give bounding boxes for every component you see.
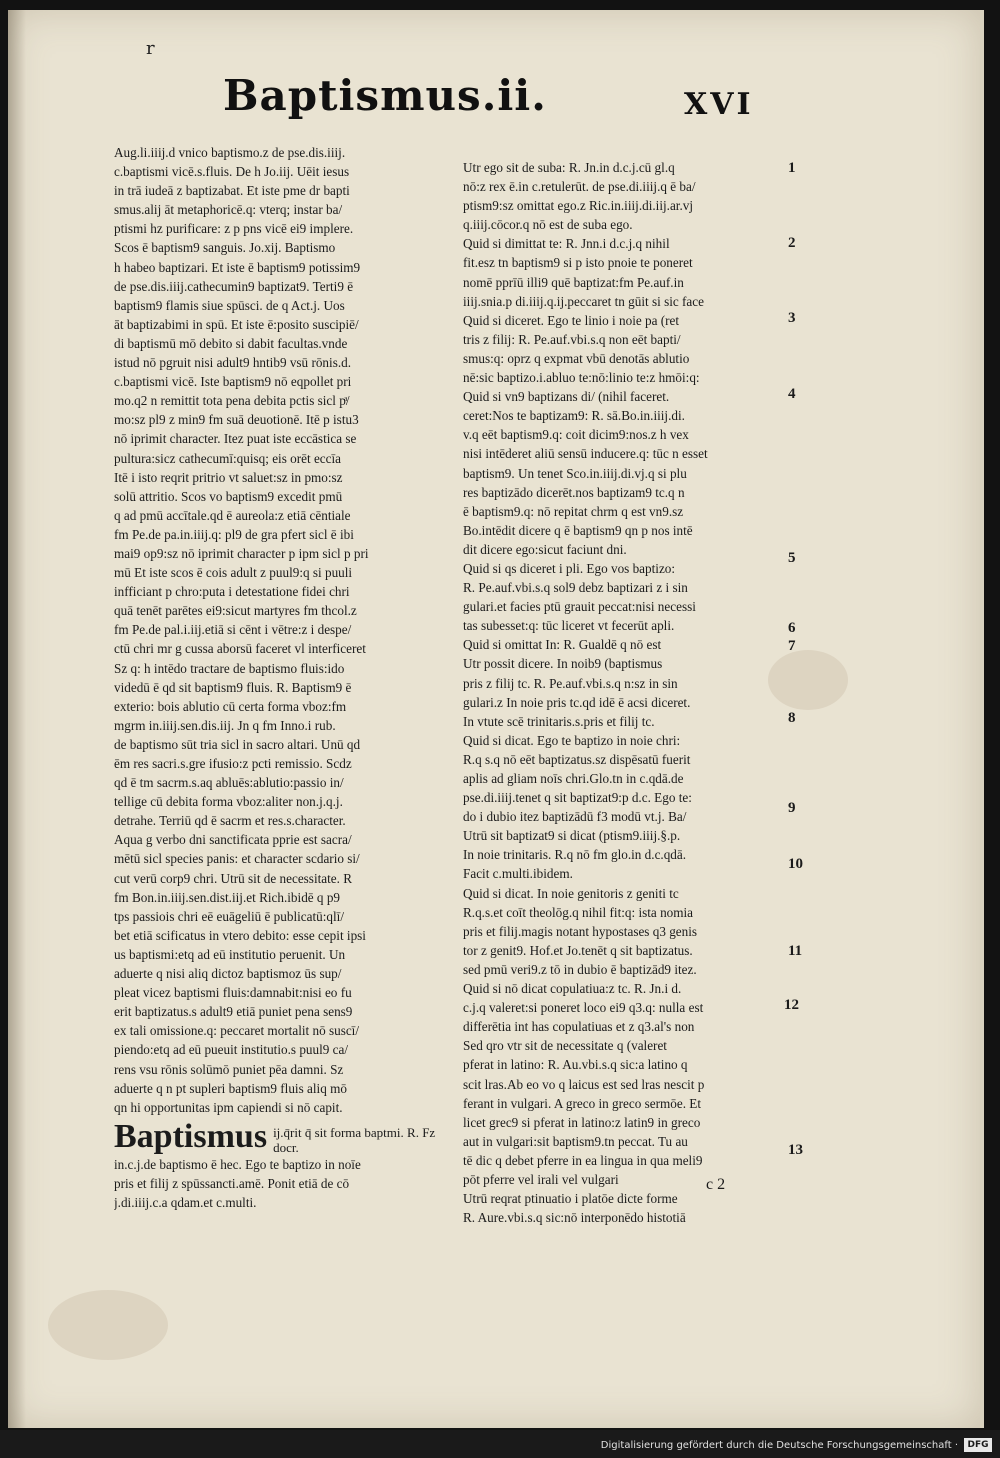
margin-number: 11 [788, 943, 803, 959]
text-line: tas subesset:q: tūc liceret vt fecerūt apli. [463, 618, 675, 634]
dfg-logo-icon: DFG [964, 1438, 992, 1452]
rubric-heading: Baptismus [114, 1117, 268, 1155]
text-line: R.q s.q nō eēt baptizatus.sz dispēsatū fuerit [463, 751, 691, 767]
text-line: aduerte q n pt supleri baptism9 fluis aliq mō [114, 1080, 347, 1096]
text-line: ptismi hz purificare: z p pns vicē ei9 implere. [114, 221, 354, 237]
text-line: erit baptizatus.s adult9 etiā puniet pena sens9 [114, 1004, 353, 1020]
text-line: pris z filij tc. R. Pe.auf.vbi.s.q n:sz in sin [463, 675, 678, 691]
text-line: ctū chri mr g cussa aborsū faceret vl interficeret [114, 641, 366, 657]
text-line: bet etiā scificatus in vtero debito: esse cepit ipsi [114, 927, 366, 943]
text-line: Quid si omittat In: R. Gualdē q nō est [463, 637, 662, 653]
text-line: nisi intēderet aliū sensū inducere.q: tūc n esset [463, 446, 708, 462]
text-line: Sed qro vtr sit de necessitate q (valeret [463, 1038, 667, 1054]
text-line: In vtute scē trinitaris.s.pris et filij tc. [463, 713, 655, 729]
margin-number: 4 [788, 386, 796, 402]
text-line: fm Bon.in.iiij.sen.dist.iij.et Rich.ibidē q p9 [114, 889, 341, 905]
margin-number: 2 [788, 235, 796, 251]
text-line: mo:sz pl9 z min9 fm suā deuotionē. Itē p istu3 [114, 412, 359, 428]
text-line: ē baptism9.q: nō repitat chrm q est vn9.sz [463, 503, 684, 519]
rubric-tail-text: ij.q̄rit q̄ sit forma baptmi. R. Fz docr. [273, 1124, 436, 1155]
text-line: Aug.li.iiij.d vnico baptismo.z de pse.dis.iiij. [114, 145, 346, 160]
text-line: infficiant p chro:puta i detestatione fidei chri [114, 584, 350, 600]
text-line: Quid si dicat. Ego te baptizo in noie chri: [463, 732, 681, 748]
text-line: pris et filij z spūssancti.amē. Ponit etiā de cō [114, 1175, 350, 1191]
paper-stain [48, 1290, 168, 1360]
text-line: pris et filij.magis notant hypostases q3 genis [463, 923, 698, 939]
text-line: pferat in latino: R. Au.vbi.s.q sic:a latino q [463, 1057, 688, 1073]
text-line: res baptizādo dicerēt.nos baptizam9 tc.q n [463, 484, 685, 500]
text-line: c.j.q valeret:si poneret loco ei9 q3.q: nulla est [463, 1000, 704, 1016]
text-line: piendo:etq ad eū pueuit institutio.s puul9 ca/ [114, 1042, 349, 1058]
text-line: scit lras.Ab eo vo q laicus est sed lras nescit p [463, 1076, 705, 1092]
text-line: gulari.z In noie pris tc.qd idē ē acsi diceret. [463, 694, 691, 710]
text-line: Facit c.multi.ibidem. [463, 866, 573, 882]
text-line: nē:sic baptizo.i.abluo te:nō:linio te:z hmōi:q: [463, 370, 700, 386]
text-line: v.q eēt baptism9.q: coit dicim9:nos.z h vex [463, 427, 689, 443]
text-line: tris z filij: R. Pe.auf.vbi.s.q non eēt bapti/ [463, 331, 681, 347]
text-line: nō iprimit character. Itez puat iste eccāstica se [114, 431, 357, 447]
text-line: R. Pe.auf.vbi.s.q sol9 debz baptizari z i sin [463, 580, 688, 596]
text-line: ceret:Nos te baptizam9: R. sā.Bo.in.iiij.di. [463, 408, 685, 424]
text-line: cut verū corp9 chri. Utrū sit de necessitate. R [114, 870, 353, 886]
text-line: nomē pprīū illi9 quē baptizat:fm Pe.auf.in [463, 274, 684, 290]
text-line: solū attritio. Scos vo baptism9 excedit pmū [114, 488, 343, 504]
text-line: di baptismū mō debito si dabit facultas.vnde [114, 335, 348, 351]
text-line: qd ē tm sacrm.s.aq abluēs:ablutio:passio in/ [114, 775, 344, 791]
text-line: pultura:sicz cathecumī:quisq; eis orēt eccīa [114, 450, 342, 466]
text-line: smus:q: oprz q expmat vbū denotās ablutio [463, 350, 690, 366]
text-line: in.c.j.de baptismo ē hec. Ego te baptizo in noīe [114, 1156, 361, 1172]
text-line: In noie trinitaris. R.q nō fm glo.in d.c.qdā. [463, 847, 687, 863]
margin-number: 9 [788, 800, 796, 816]
text-line: istud nō pgruit nisi adult9 hntib9 vsū rōnis.d. [114, 355, 352, 371]
text-line: detrahe. Terriū qd ē sacrm et res.s.character. [114, 813, 346, 829]
text-line: Aqua g verbo dni sanctificata pprie est sacra/ [114, 832, 352, 848]
text-line: mū Et iste scos ē cois adult z puul9:q si puuli [114, 565, 353, 581]
text-line: mgrm in.iiij.sen.dis.iij. Jn q fm Inno.i rub. [114, 717, 336, 733]
text-line: Scos ē baptism9 sanguis. Jo.xij. Baptismo [114, 240, 336, 256]
text-line: tps passiois chri eē euāgeliū ē publicatū:qlī/ [114, 908, 344, 924]
margin-number: 13 [788, 1142, 803, 1158]
text-line: fm Pe.de pa.in.iiij.q: pl9 de gra pfert sicl ē ibi [114, 526, 354, 542]
text-line: ex tali omissione.q: peccaret mortalit nō suscī/ [114, 1023, 360, 1039]
text-line: aduerte q nisi aliq dictoz baptismoz ūs sup/ [114, 966, 342, 982]
text-line: ptism9:sz omittat ego.z Ric.in.iiij.di.iij.ar.vj [463, 198, 694, 214]
text-line: Bo.intēdit dicere q ē baptism9 qn p nos intē [463, 522, 693, 538]
text-line: dit dicere ego:sicut faciunt dni. [463, 541, 627, 557]
text-line: R. Aure.vbi.s.q sic:nō interponēdo histotiā [463, 1210, 686, 1226]
folio-number: XVI [684, 87, 754, 122]
text-line: Quid si nō dicat copulatiua:z tc. R. Jn.i d. [463, 981, 682, 997]
margin-number: 8 [788, 710, 796, 726]
margin-number: 5 [788, 550, 796, 566]
text-line: tē dic q debet pferre in ea lingua in qua meli9 [463, 1152, 703, 1168]
text-line: iiij.snia.p di.iiij.q.ij.peccaret tn gūit si sic face [463, 293, 704, 309]
margin-number: 12 [784, 997, 799, 1013]
paper-stain [768, 650, 848, 710]
text-line: sed pmū veri9.z tō in dubio ē baptizād9 itez. [463, 961, 697, 977]
margin-number: 10 [788, 856, 803, 872]
text-line: Itē i isto reqrit pritrio vt saluet:sz in pmo:sz [114, 469, 343, 485]
text-line: exterio: bois ablutio cū certa forma vboz:fm [114, 698, 347, 714]
text-line: Quid si dimittat te: R. Jnn.i d.c.j.q nihil [463, 236, 670, 252]
text-line: us baptismi:etq ad eū institutio peruenit. Un [114, 946, 346, 962]
text-line: rens vsu rōnis solūmō puniet pēa damni. Sz [114, 1061, 344, 1077]
text-line: smus.alij āt metaphoricē.q: vterq; instar ba/ [114, 202, 343, 218]
text-line: Utr possit dicere. In noib9 (baptismus [463, 656, 663, 672]
text-line: ferant in vulgari. A greco in greco sermōe. Et [463, 1095, 702, 1111]
text-line: differētia int has copulatiuas et z q3.al's non [463, 1019, 695, 1035]
text-line: Utrū reqrat ptinuatio i platōe dicte forme [463, 1191, 678, 1207]
text-line: tellige cū debita forma vboz:aliter non.j.q.j. [114, 794, 343, 810]
text-line: licet grec9 si pferat in latino:z latin9 in greco [463, 1114, 701, 1130]
text-line: āt baptizabimi in spū. Et iste ē:posito suscipiē/ [114, 316, 359, 332]
text-line: j.di.iiij.c.a qdam.et c.multi. [114, 1194, 257, 1210]
text-line: tor z genit9. Hof.et Jo.tenēt q sit baptizatus. [463, 942, 693, 958]
text-line: q.iiij.cōcor.q nō est de suba ego. [463, 217, 633, 233]
text-line: videdū ē qd sit baptism9 fluis. R. Baptism9 ē [114, 679, 352, 695]
text-line: de baptismo sūt tria sicl in sacro altari. Unū qd [114, 736, 361, 752]
book-page [8, 10, 984, 1428]
text-line: q ad pmū accītale.qd ē aureola:z etiā cēntiale [114, 507, 351, 523]
text-line: ēm res sacri.s.gre ifusio:z pcti remissio. Scdz [114, 756, 352, 771]
text-line: Quid si dicat. In noie genitoris z geniti tc [463, 885, 679, 901]
text-line: pleat vicez baptismi fluis:damnabit:nisi eo fu [114, 985, 352, 1001]
text-line: Quid si vn9 baptizans di/ (nihil faceret. [463, 389, 670, 405]
footer-bar [0, 1430, 1000, 1458]
text-line: de pse.dis.iiij.cathecumin9 baptizat9. Terti9 ē [114, 278, 354, 294]
text-line: gulari.et facies ptū grauit peccat:nisi necessi [463, 599, 696, 615]
text-line: h habeo baptizari. Et iste ē baptism9 potissim9 [114, 259, 361, 275]
text-line: in trā iudeā z baptizabat. Et iste pme dr bapti [114, 183, 350, 199]
text-line: baptism9 flamis siue spūsci. de q Act.j. Uos [114, 297, 345, 313]
text-line: quā tenēt parētes ei9:sicut martyres fm thcol.z [114, 603, 357, 619]
rubric-heading-line [114, 1117, 439, 1155]
margin-number: 3 [788, 310, 796, 326]
text-line: Utrū sit baptizat9 si dicat (ptism9.iiij.§.p. [463, 828, 681, 844]
text-line: R.q.s.et coīt theolōg.q nihil fit:q: ista nomia [463, 904, 694, 920]
text-line: mo.q2 n remittit tota pena debita pctis sicl pͣ/ [114, 393, 350, 409]
text-line: Utr ego sit de suba: R. Jn.in d.c.j.cū gl.q [463, 160, 675, 175]
text-line: mai9 op9:sz nō iprimit character p ipm sicl p pri [114, 545, 369, 561]
text-line: fit.esz tn baptism9 si p isto pnoie te poneret [463, 255, 693, 271]
footer-credit: Digitalisierung gefördert durch die Deutsche Forschungsgemeinschaft · [600, 1440, 958, 1451]
right-column [463, 158, 776, 1227]
text-line: c.baptismi vicē. Iste baptism9 nō eqpollet pri [114, 374, 352, 390]
text-line: Quid si qs diceret i pli. Ego vos baptizo: [463, 560, 676, 576]
left-column [114, 143, 439, 1212]
text-line: Quid si diceret. Ego te linio i noie pa (ret [463, 312, 680, 328]
text-line: c.baptismi vicē.s.fluis. De h Jo.iij. Uēit iesus [114, 164, 350, 180]
text-line: baptism9. Un tenet Sco.in.iiij.di.vj.q si plu [463, 465, 687, 481]
text-line: pse.di.iiij.tenet q sit baptizat9:p d.c. Ego te: [463, 790, 692, 806]
text-line: aut in vulgari:sit baptism9.tn peccat. Tu au [463, 1133, 688, 1149]
margin-number: 1 [788, 160, 796, 176]
running-head: Baptismus.ii. [223, 71, 547, 120]
text-line: fm Pe.de pal.i.iij.etiā si cēnt i vētre:z i despe/ [114, 622, 352, 638]
text-line: pōt pferre vel irali vel vulgari [463, 1171, 619, 1187]
margin-number: 7 [788, 638, 796, 654]
text-line: do i dubio itez baptizādū f3 modū vt.j. Ba/ [463, 809, 687, 825]
margin-number: 6 [788, 620, 796, 636]
text-line: aplis ad gliam noīs chri.Glo.tn in c.qdā.de [463, 771, 684, 786]
signature-mark: c 2 [706, 1176, 726, 1193]
text-line: Sz q: h intēdo tractare de baptismo fluis:ido [114, 660, 345, 676]
text-line: nō:z rex ē.in c.retulerūt. de pse.di.iiij.q ē ba/ [463, 179, 696, 195]
page-mark: r [146, 38, 155, 59]
text-line: qn hi opportunitas ipm capiendi si nō capit. [114, 1099, 343, 1115]
text-line: mētū sicl species panis: et character scdario si/ [114, 851, 360, 867]
